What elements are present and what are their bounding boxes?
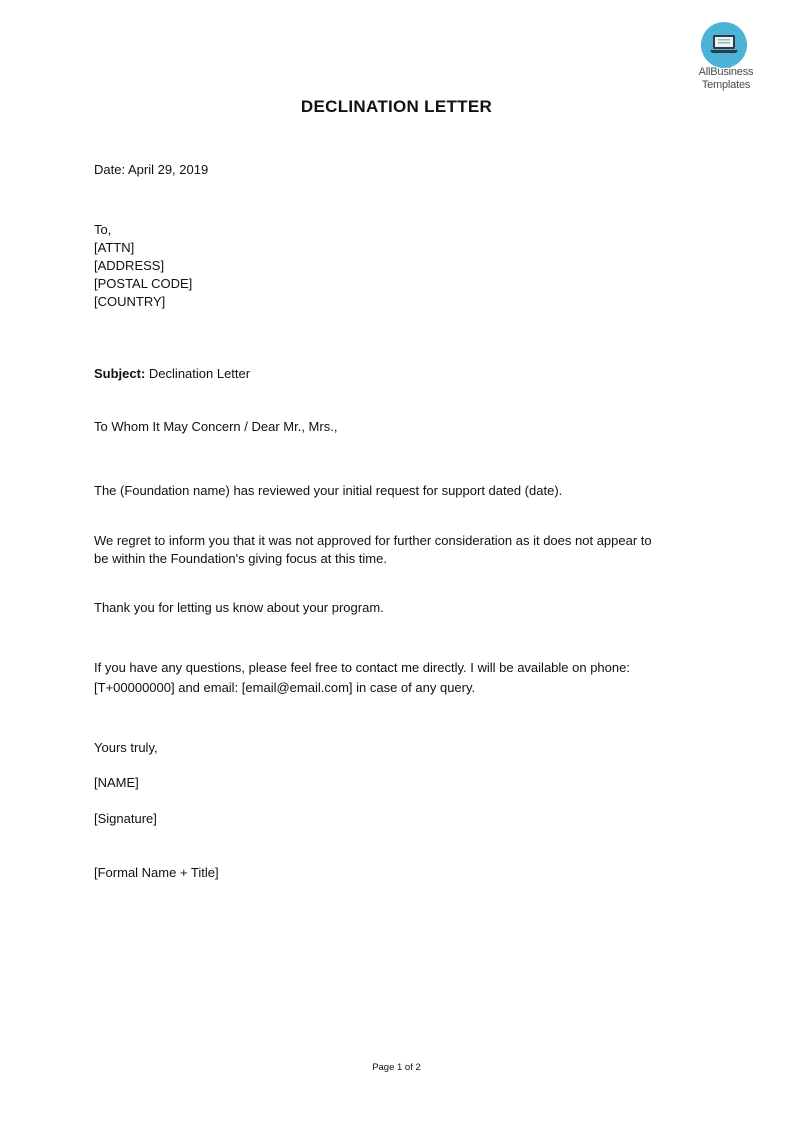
body-paragraph-1: The (Foundation name) has reviewed your initial request for support dated (date). bbox=[94, 483, 563, 498]
recipient-to: To, bbox=[94, 222, 112, 237]
page-number: Page 1 of 2 bbox=[372, 1062, 421, 1073]
logo-text-line1: AllBusiness bbox=[698, 66, 754, 78]
document-title: DECLINATION LETTER bbox=[300, 97, 493, 116]
subject-label: Subject: bbox=[94, 366, 146, 381]
signer-name: [NAME] bbox=[94, 775, 139, 790]
allbusiness-templates-logo bbox=[692, 22, 760, 94]
subject-value: Declination Letter bbox=[148, 366, 251, 381]
recipient-address: [ADDRESS] bbox=[94, 258, 165, 273]
recipient-country: [COUNTRY] bbox=[94, 294, 166, 309]
letter-date: Date: April 29, 2019 bbox=[94, 162, 209, 177]
body-paragraph-2-line-1: We regret to inform you that it was not approved for further consideration as it does not appear to bbox=[94, 533, 652, 548]
signature-placeholder: [Signature] bbox=[94, 811, 157, 826]
laptop-icon bbox=[701, 22, 747, 68]
salutation: To Whom It May Concern / Dear Mr., Mrs., bbox=[94, 419, 338, 434]
subject-line bbox=[94, 365, 250, 383]
recipient-postal-code: [POSTAL CODE] bbox=[94, 276, 193, 291]
logo-text-line2: Templates bbox=[701, 79, 751, 91]
body-paragraph-2-line-2: be within the Foundation's giving focus at this time. bbox=[94, 551, 387, 566]
logo-wordmark bbox=[692, 66, 760, 92]
sign-off: Yours truly, bbox=[94, 740, 158, 755]
body-paragraph-4-line-2: [T+00000000] and email: [email@email.com] in case of any query. bbox=[94, 680, 476, 695]
recipient-attn: [ATTN] bbox=[94, 240, 135, 255]
formal-name-title: [Formal Name + Title] bbox=[94, 865, 219, 880]
body-paragraph-3: Thank you for letting us know about your program. bbox=[94, 600, 384, 615]
body-paragraph-4-line-1: If you have any questions, please feel free to contact me directly. I will be available on phone: bbox=[94, 660, 630, 675]
